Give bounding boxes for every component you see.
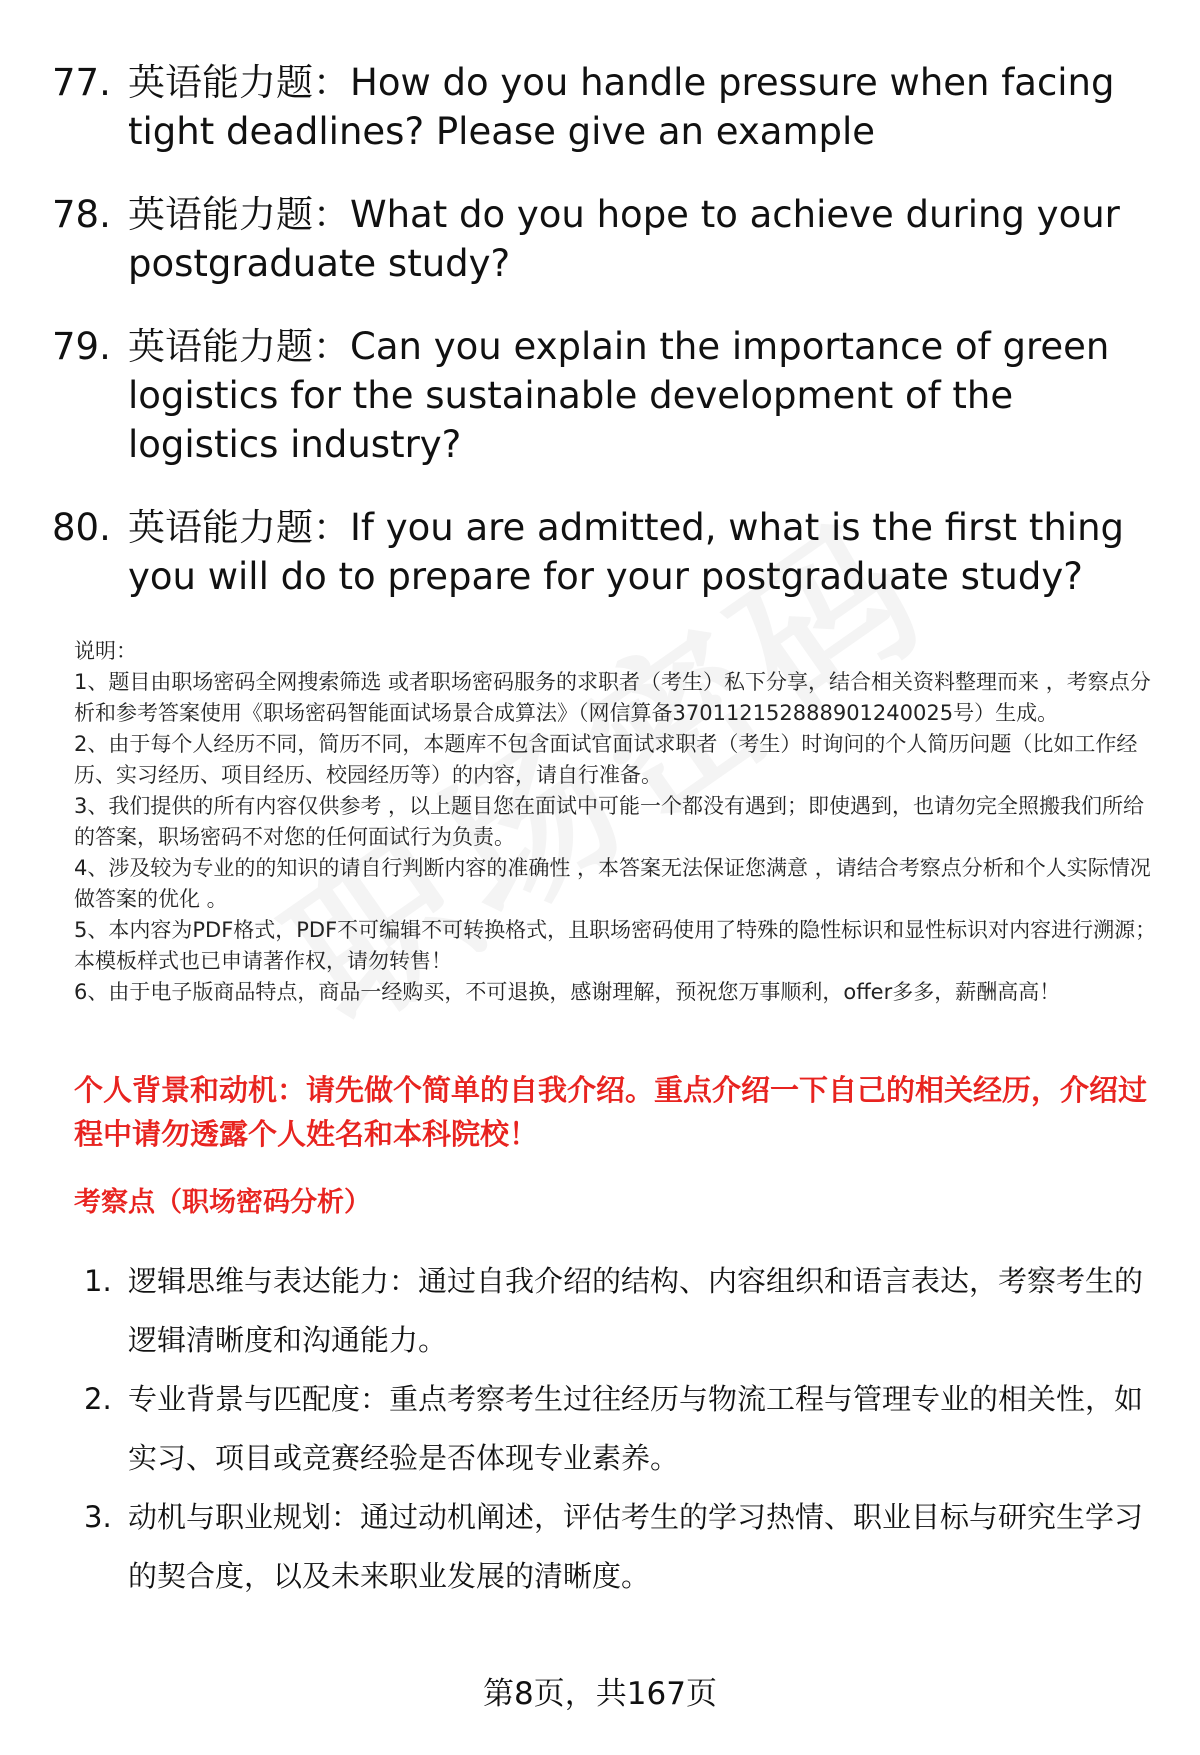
question-number: 78. xyxy=(52,193,111,236)
point-number: 1. xyxy=(84,1264,112,1298)
analysis-points xyxy=(84,1252,1164,1606)
question-text: 英语能力题：How do you handle pressure when facing tight deadlines? Please give an example xyxy=(128,61,1115,153)
point-text: 逻辑思维与表达能力：通过自我介绍的结构、内容组织和语言表达，考察考生的逻辑清晰度和沟通能力。 xyxy=(128,1264,1144,1357)
page-footer: 第8页，共167页 xyxy=(483,1676,717,1712)
question-item xyxy=(52,58,1162,156)
question-list xyxy=(52,58,1162,635)
question-text: 英语能力题：If you are admitted, what is the first thing you will do to prepare for your postgraduate study? xyxy=(128,506,1125,598)
section-subtitle: 考察点（职场密码分析） xyxy=(74,1187,371,1218)
list-item xyxy=(84,1488,1164,1606)
question-item xyxy=(52,322,1162,469)
section-title: 个人背景和动机：请先做个简单的自我介绍。重点介绍一下自己的相关经历，介绍过程中请勿透露个人姓名和本科院校！ xyxy=(74,1073,1148,1151)
list-item xyxy=(84,1370,1164,1488)
note-item: 2、由于每个人经历不同，简历不同，本题库不包含面试官面试求职者（考生）时询问的个人简历问题（比如工作经历、实习经历、项目经历、校园经历等）的内容，请自行准备。 xyxy=(74,732,1138,787)
question-number: 79. xyxy=(52,325,111,368)
notes-heading: 说明： xyxy=(74,639,137,663)
note-item: 1、题目由职场密码全网搜索筛选 或者职场密码服务的求职者（考生）私下分享，结合相关资料整理而来 ，考察点分析和参考答案使用《职场密码智能面试场景合成算法》（网信算备370112152888901240025号）生成。 xyxy=(74,670,1151,725)
list-item xyxy=(84,1252,1164,1370)
point-number: 2. xyxy=(84,1382,112,1416)
question-text: 英语能力题：What do you hope to achieve during your postgraduate study? xyxy=(128,193,1120,285)
note-item: 6、由于电子版商品特点，商品一经购买，不可退换，感谢理解，预祝您万事顺利，offer多多，薪酬高高！ xyxy=(74,980,1061,1004)
note-item: 4、涉及较为专业的的知识的请自行判断内容的准确性 ，本答案无法保证您满意 ，请结合考察点分析和个人实际情况做答案的优化 。 xyxy=(74,856,1151,911)
question-item xyxy=(52,503,1162,601)
question-item xyxy=(52,190,1162,288)
note-item: 5、本内容为PDF格式，PDF不可编辑不可转换格式，且职场密码使用了特殊的隐性标识和显性标识对内容进行溯源；本模板样式也已申请著作权，请勿转售！ xyxy=(74,918,1157,973)
question-number: 80. xyxy=(52,506,111,549)
point-text: 动机与职业规划：通过动机阐述，评估考生的学习热情、职业目标与研究生学习的契合度，以及未来职业发展的清晰度。 xyxy=(128,1500,1144,1593)
note-item: 3、我们提供的所有内容仅供参考 ，以上题目您在面试中可能一个都没有遇到；即使遇到，也请勿完全照搬我们所给的答案，职场密码不对您的任何面试行为负责。 xyxy=(74,794,1145,849)
notes-block xyxy=(74,636,1164,1008)
question-number: 77. xyxy=(52,61,111,104)
question-text: 英语能力题：Can you explain the importance of green logistics for the sustainable development of the logistics industry? xyxy=(128,325,1110,466)
point-number: 3. xyxy=(84,1500,112,1534)
point-text: 专业背景与匹配度：重点考察考生过往经历与物流工程与管理专业的相关性，如实习、项目或竞赛经验是否体现专业素养。 xyxy=(128,1382,1144,1475)
